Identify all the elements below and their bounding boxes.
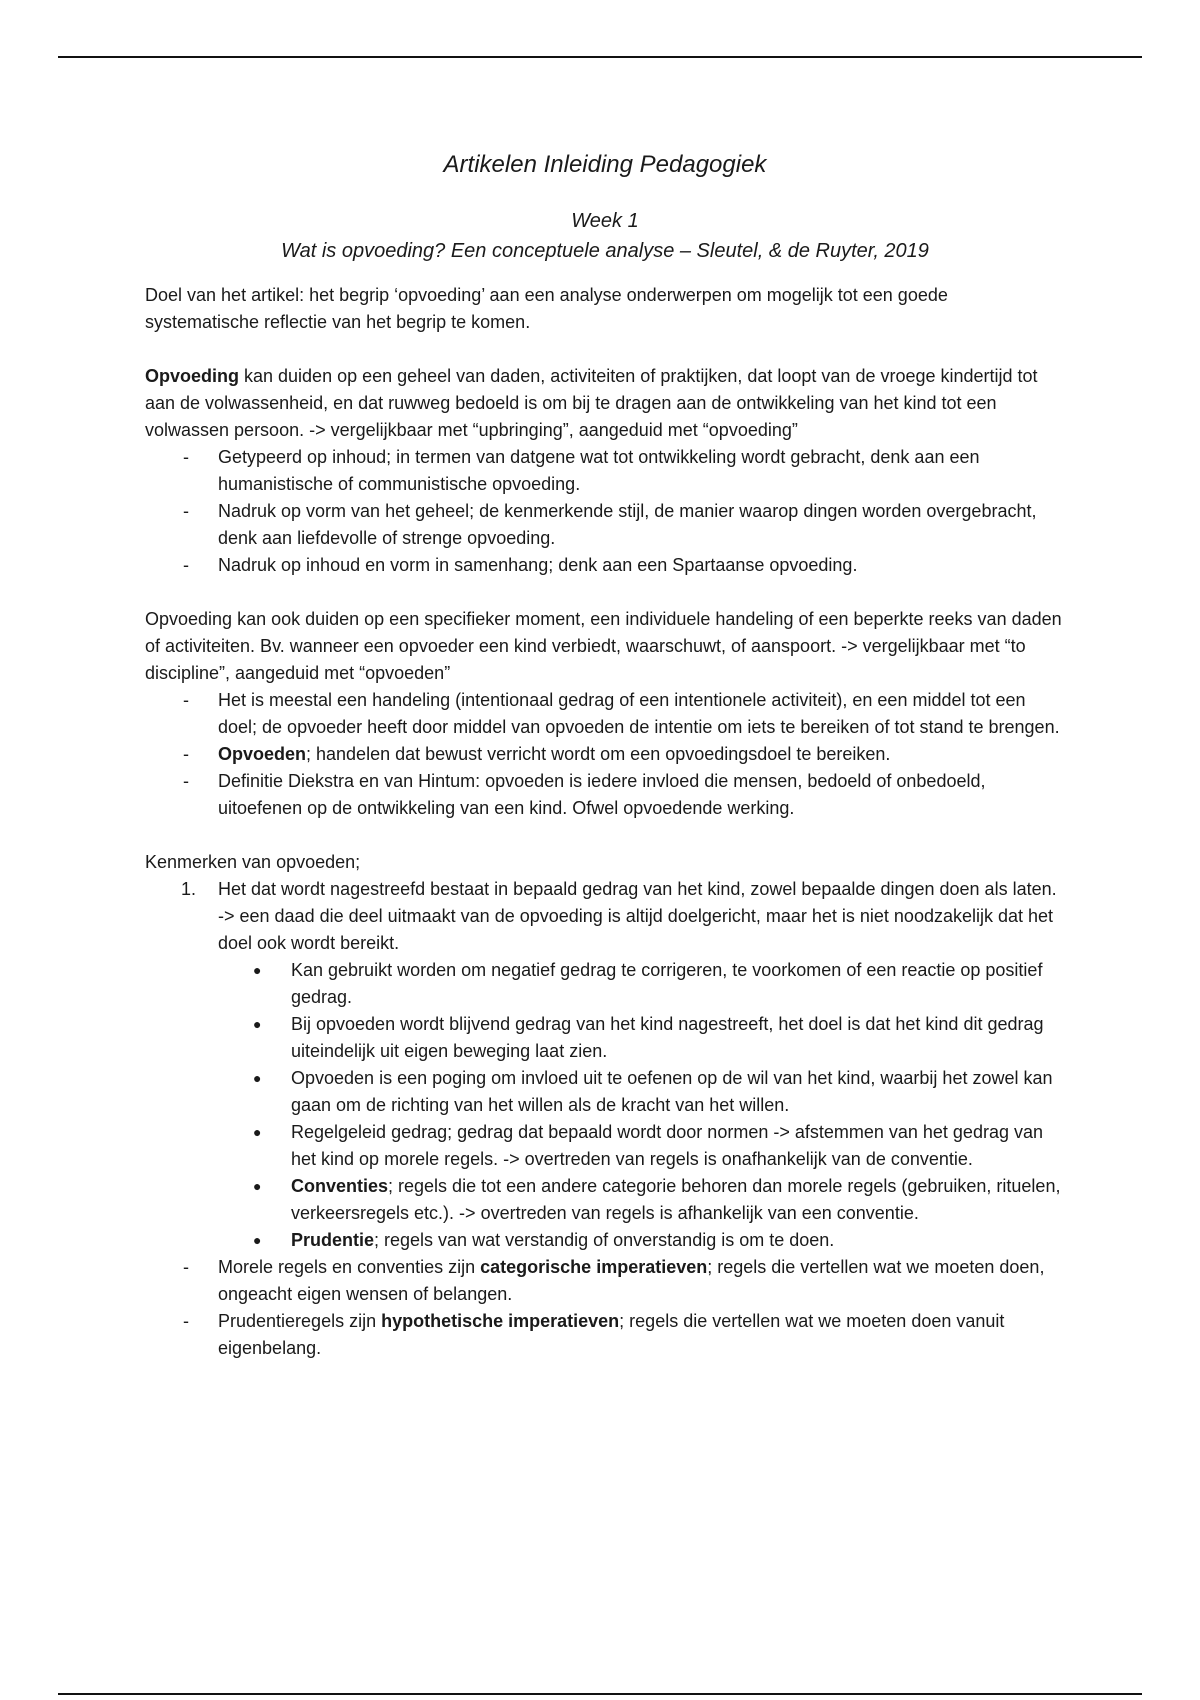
opvoeding-definition: kan duiden op een geheel van daden, activiteiten of praktijken, dat loopt van de vroege kindertijd tot aan de volwassenheid, en dat ruwweg bedoeld is om bij te dragen aan de ontwikkeling van het kind tot een volwassen persoon. -> vergelijkbaar met “upbringing”, aangeduid met “opvoeding” [145,366,1038,440]
bullet-item-text: Bij opvoeden wordt blijvend gedrag van het kind nagestreeft, het doel is dat het kind dit gedrag uiteindelijk uit eigen beweging laat zien. [291,1014,1044,1061]
list-item-text: Prudentieregels zijn [218,1311,382,1331]
opvoeding-list [145,444,1065,579]
kenmerken-heading: Kenmerken van opvoeden; [145,852,361,872]
numbered-item-text: Het dat wordt nagestreefd bestaat in bepaald gedrag van het kind, zowel bepaalde dingen doen als laten. -> een daad die deel uitmaakt van de opvoeding is altijd doelgericht, maar het is niet noodzakelijk dat het doel ook wordt bereikt. [218,879,1057,953]
opvoeding-paragraph [145,363,1065,444]
opvoeden-term: Opvoeden [218,744,307,764]
bullet-item-text: ; regels van wat verstandig of onverstandig is om te doen. [374,1230,835,1250]
bullet-marker: ● [253,962,262,978]
footer-rule [58,1693,1142,1695]
list-item-text: Het is meestal een handeling (intentionaal gedrag of een intentionele activiteit), en een middel tot een doel; de opvoeder heeft door middel van opvoeden de intentie om iets te bereiken of tot stand te brengen. [218,690,1060,737]
bullet-item [145,1011,1065,1065]
bullet-marker: ● [253,1070,262,1086]
dash-marker: - [183,447,189,467]
dash-marker: - [183,744,189,764]
categorische-term: categorische imperatieven [480,1257,708,1277]
imperatieven-list [145,1254,1065,1362]
list-item-text: Nadruk op vorm van het geheel; de kenmerkende stijl, de manier waarop dingen worden overgebracht, denk aan liefdevolle of strenge opvoeding. [218,501,1037,548]
week-heading: Week 1 [571,210,639,232]
dash-marker: - [183,555,189,575]
bullet-item-text: Regelgeleid gedrag; gedrag dat bepaald wordt door normen -> afstemmen van het gedrag van het kind op morele regels. -> overtreden van regels is onafhankelijk van de conventie. [291,1122,1043,1169]
dash-marker: - [183,771,189,791]
number-marker: 1. [181,879,197,899]
document-title: Artikelen Inleiding Pedagogiek [443,151,767,178]
bullet-item [145,1119,1065,1173]
list-item [145,1254,1065,1308]
intro-paragraph: Doel van het artikel: het begrip ‘opvoeding’ aan een analyse onderwerpen om mogelijk tot een goede systematische reflectie van het begrip te komen. [145,285,948,332]
article-reference: Wat is opvoeding? Een conceptuele analyse – Sleutel, & de Ruyter, 2019 [281,240,929,262]
bullet-item-text: ; regels die tot een andere categorie behoren dan morele regels (gebruiken, rituelen, verkeersregels etc.). -> overtreden van regels is afhankelijk van een conventie. [291,1176,1061,1223]
bullet-item [145,1227,1065,1254]
list-item-text: ; regels die vertellen wat we moeten doen, ongeacht eigen wensen of belangen. [218,1257,1045,1304]
list-item-text: ; handelen dat bewust verricht wordt om een opvoedingsdoel te bereiken. [306,744,891,764]
numbered-item [145,876,1065,957]
list-item [145,498,1065,552]
bullet-marker: ● [253,1016,262,1032]
bullet-item-text: Opvoeden is een poging om invloed uit te oefenen op de wil van het kind, waarbij het zowel kan gaan om de richting van het willen als de kracht van het willen. [291,1068,1053,1115]
dash-marker: - [183,1311,189,1331]
list-item-text: Getypeerd op inhoud; in termen van datgene wat tot ontwikkeling wordt gebracht, denk aan een humanistische of communistische opvoeding. [218,447,980,494]
bullet-marker: ● [253,1124,262,1140]
kenmerken-list [145,876,1065,957]
list-item-text: Nadruk op inhoud en vorm in samenhang; denk aan een Spartaanse opvoeding. [218,555,858,575]
list-item [145,687,1065,741]
bullet-item-text: Kan gebruikt worden om negatief gedrag te corrigeren, te voorkomen of een reactie op positief gedrag. [291,960,1043,1007]
bullet-item [145,1065,1065,1119]
list-item [145,444,1065,498]
opvoeden-list [145,687,1065,822]
opvoeden-paragraph: Opvoeding kan ook duiden op een specifieker moment, een individuele handeling of een beperkte reeks van daden of activiteiten. Bv. wanneer een opvoeder een kind verbiedt, waarschuwt, of aanspoort. -> vergelijkbaar met “to discipline”, aangeduid met “opvoeden” [145,609,1062,683]
list-item-text: ; regels die vertellen wat we moeten doen vanuit eigenbelang. [218,1311,1005,1358]
conventies-term: Conventies [291,1176,389,1196]
bullet-marker: ● [253,1178,262,1194]
dash-marker: - [183,1257,189,1277]
document-page [145,140,1065,1389]
list-item [145,552,1065,579]
list-item [145,1308,1065,1362]
dash-marker: - [183,501,189,521]
list-item-text: Definitie Diekstra en van Hintum: opvoeden is iedere invloed die mensen, bedoeld of onbedoeld, uitoefenen op de ontwikkeling van een kind. Ofwel opvoedende werking. [218,771,986,818]
opvoeding-term: Opvoeding [145,366,239,386]
list-item [145,741,1065,768]
kenmerken-bullets [145,957,1065,1254]
bullet-item [145,957,1065,1011]
hypothetische-term: hypothetische imperatieven [381,1311,620,1331]
bullet-marker: ● [253,1232,262,1248]
bullet-item [145,1173,1065,1227]
list-item-text: Morele regels en conventies zijn [218,1257,481,1277]
prudentie-term: Prudentie [291,1230,375,1250]
list-item [145,768,1065,822]
dash-marker: - [183,690,189,710]
header-rule [58,56,1142,58]
